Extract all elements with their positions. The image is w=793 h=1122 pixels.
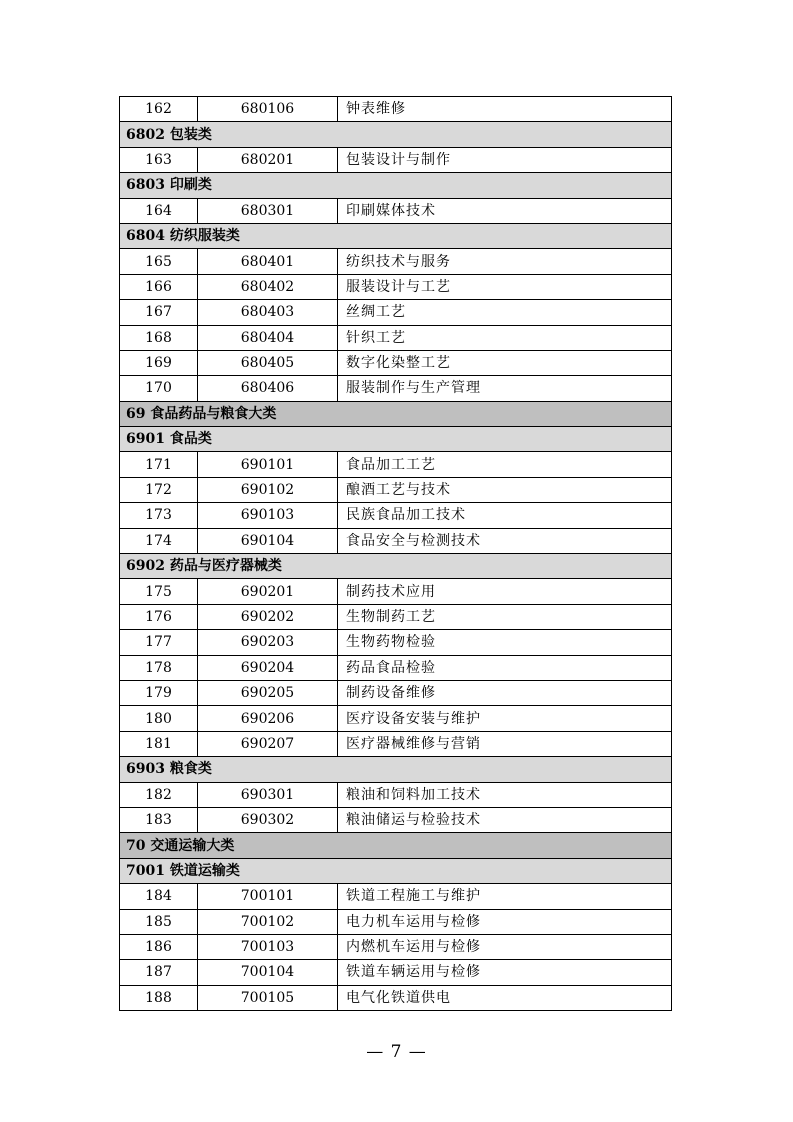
name-cell: 针织工艺 — [338, 325, 672, 350]
name-cell: 服装设计与工艺 — [338, 274, 672, 299]
code-cell: 690206 — [198, 706, 338, 731]
subcategory-row — [120, 554, 672, 579]
seq-cell: 180 — [120, 706, 198, 731]
name-cell: 粮油和饲料加工技术 — [338, 782, 672, 807]
name-cell: 粮油储运与检验技术 — [338, 807, 672, 832]
name-cell: 制药设备维修 — [338, 680, 672, 705]
subcategory-row — [120, 858, 672, 883]
program-table-body — [120, 97, 672, 1011]
seq-cell: 182 — [120, 782, 198, 807]
code-cell: 680403 — [198, 300, 338, 325]
name-cell: 内燃机车运用与检修 — [338, 934, 672, 959]
name-cell: 包装设计与制作 — [338, 147, 672, 172]
table-row — [120, 807, 672, 832]
table-row — [120, 934, 672, 959]
major-category-label: 69 食品药品与粮食大类 — [120, 401, 672, 426]
table-row — [120, 782, 672, 807]
code-cell: 690101 — [198, 452, 338, 477]
seq-cell: 167 — [120, 300, 198, 325]
seq-cell: 188 — [120, 985, 198, 1010]
name-cell: 民族食品加工技术 — [338, 503, 672, 528]
name-cell: 药品食品检验 — [338, 655, 672, 680]
name-cell: 电力机车运用与检修 — [338, 909, 672, 934]
code-cell: 700105 — [198, 985, 338, 1010]
table-row — [120, 884, 672, 909]
name-cell: 生物制药工艺 — [338, 604, 672, 629]
table-row — [120, 249, 672, 274]
seq-cell: 172 — [120, 477, 198, 502]
name-cell: 酿酒工艺与技术 — [338, 477, 672, 502]
subcategory-label: 6803 印刷类 — [120, 173, 672, 198]
major-category-row — [120, 401, 672, 426]
seq-cell: 174 — [120, 528, 198, 553]
table-row — [120, 706, 672, 731]
code-cell: 700104 — [198, 960, 338, 985]
subcategory-row — [120, 757, 672, 782]
table-row — [120, 376, 672, 401]
seq-cell: 175 — [120, 579, 198, 604]
code-cell: 690204 — [198, 655, 338, 680]
table-row — [120, 300, 672, 325]
name-cell: 食品安全与检测技术 — [338, 528, 672, 553]
table-row — [120, 604, 672, 629]
seq-cell: 187 — [120, 960, 198, 985]
subcategory-label: 6903 粮食类 — [120, 757, 672, 782]
code-cell: 690302 — [198, 807, 338, 832]
code-cell: 680405 — [198, 350, 338, 375]
name-cell: 服装制作与生产管理 — [338, 376, 672, 401]
table-row — [120, 985, 672, 1010]
seq-cell: 162 — [120, 97, 198, 122]
table-row — [120, 655, 672, 680]
seq-cell: 173 — [120, 503, 198, 528]
code-cell: 690103 — [198, 503, 338, 528]
subcategory-row — [120, 223, 672, 248]
table-row — [120, 477, 672, 502]
name-cell: 丝绸工艺 — [338, 300, 672, 325]
code-cell: 680404 — [198, 325, 338, 350]
seq-cell: 177 — [120, 630, 198, 655]
code-cell: 690102 — [198, 477, 338, 502]
major-category-row — [120, 833, 672, 858]
seq-cell: 163 — [120, 147, 198, 172]
name-cell: 铁道工程施工与维护 — [338, 884, 672, 909]
subcategory-row — [120, 173, 672, 198]
name-cell: 食品加工工艺 — [338, 452, 672, 477]
page-number: — 7 — — [366, 1042, 427, 1062]
seq-cell: 164 — [120, 198, 198, 223]
name-cell: 医疗设备安装与维护 — [338, 706, 672, 731]
table-row — [120, 97, 672, 122]
code-cell: 690205 — [198, 680, 338, 705]
seq-cell: 176 — [120, 604, 198, 629]
code-cell: 690202 — [198, 604, 338, 629]
code-cell: 680406 — [198, 376, 338, 401]
table-row — [120, 503, 672, 528]
program-table — [119, 96, 672, 1011]
table-row — [120, 274, 672, 299]
table-row — [120, 909, 672, 934]
code-cell: 690104 — [198, 528, 338, 553]
code-cell: 680201 — [198, 147, 338, 172]
seq-cell: 185 — [120, 909, 198, 934]
code-cell: 680106 — [198, 97, 338, 122]
table-row — [120, 350, 672, 375]
name-cell: 印刷媒体技术 — [338, 198, 672, 223]
seq-cell: 166 — [120, 274, 198, 299]
table-row — [120, 579, 672, 604]
seq-cell: 186 — [120, 934, 198, 959]
table-row — [120, 680, 672, 705]
table-row — [120, 630, 672, 655]
seq-cell: 181 — [120, 731, 198, 756]
name-cell: 电气化铁道供电 — [338, 985, 672, 1010]
seq-cell: 170 — [120, 376, 198, 401]
name-cell: 铁道车辆运用与检修 — [338, 960, 672, 985]
seq-cell: 183 — [120, 807, 198, 832]
code-cell: 690201 — [198, 579, 338, 604]
code-cell: 680301 — [198, 198, 338, 223]
code-cell: 700101 — [198, 884, 338, 909]
table-row — [120, 198, 672, 223]
seq-cell: 179 — [120, 680, 198, 705]
subcategory-label: 7001 铁道运输类 — [120, 858, 672, 883]
name-cell: 数字化染整工艺 — [338, 350, 672, 375]
subcategory-label: 6802 包装类 — [120, 122, 672, 147]
code-cell: 680401 — [198, 249, 338, 274]
seq-cell: 168 — [120, 325, 198, 350]
subcategory-row — [120, 427, 672, 452]
table-row — [120, 147, 672, 172]
name-cell: 纺织技术与服务 — [338, 249, 672, 274]
table-row — [120, 452, 672, 477]
code-cell: 700103 — [198, 934, 338, 959]
table-row — [120, 325, 672, 350]
seq-cell: 169 — [120, 350, 198, 375]
subcategory-label: 6804 纺织服装类 — [120, 223, 672, 248]
table-row — [120, 528, 672, 553]
subcategory-label: 6902 药品与医疗器械类 — [120, 554, 672, 579]
subcategory-label: 6901 食品类 — [120, 427, 672, 452]
code-cell: 680402 — [198, 274, 338, 299]
name-cell: 医疗器械维修与营销 — [338, 731, 672, 756]
code-cell: 690207 — [198, 731, 338, 756]
subcategory-row — [120, 122, 672, 147]
seq-cell: 171 — [120, 452, 198, 477]
code-cell: 700102 — [198, 909, 338, 934]
seq-cell: 165 — [120, 249, 198, 274]
name-cell: 钟表维修 — [338, 97, 672, 122]
name-cell: 生物药物检验 — [338, 630, 672, 655]
code-cell: 690301 — [198, 782, 338, 807]
code-cell: 690203 — [198, 630, 338, 655]
major-category-label: 70 交通运输大类 — [120, 833, 672, 858]
seq-cell: 184 — [120, 884, 198, 909]
seq-cell: 178 — [120, 655, 198, 680]
name-cell: 制药技术应用 — [338, 579, 672, 604]
table-row — [120, 960, 672, 985]
table-row — [120, 731, 672, 756]
